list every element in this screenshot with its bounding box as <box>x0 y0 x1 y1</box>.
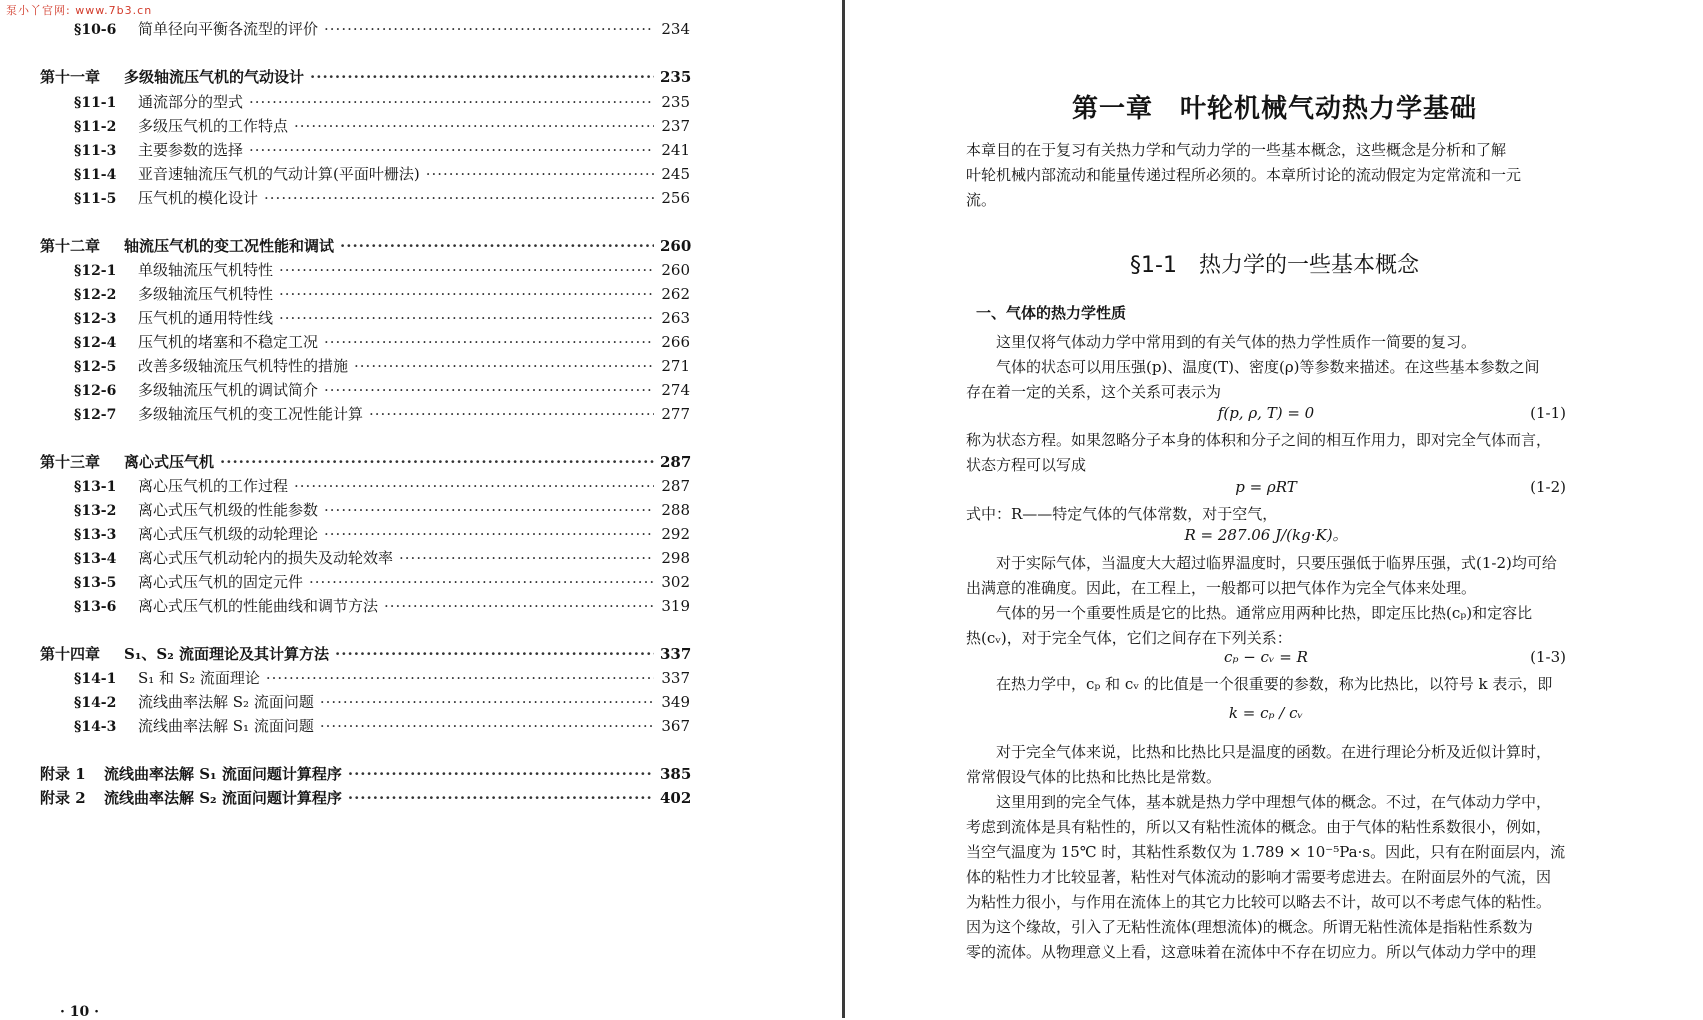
toc-section-entry <box>74 379 690 400</box>
toc-page-number: 260 <box>660 237 692 255</box>
toc-entry-title: 单级轴流压气机特性 <box>138 261 274 279</box>
toc-section-entry <box>74 595 690 616</box>
toc-chapter-entry <box>40 643 690 664</box>
toc-page-number: 241 <box>661 141 690 159</box>
text-line: 这里用到的完全气体，基本就是热力学中理想气体的概念。不过，在气体动力学中， <box>966 793 1552 811</box>
toc-entry-title: 离心式压气机级的性能参数 <box>138 501 319 519</box>
toc-section-number: §12-3 <box>74 311 117 327</box>
toc-leader-dots <box>348 789 654 807</box>
toc-section-number: §13-3 <box>74 527 117 543</box>
body-paragraph <box>966 672 1566 697</box>
toc-entry-title: 简单径向平衡各流型的评价 <box>138 20 319 38</box>
toc-section-number: §11-1 <box>74 95 117 111</box>
equation-number: (1-3) <box>1530 648 1566 666</box>
text-line: 考虑到流体是具有粘性的，所以又有粘性流体的概念。由于气体的粘性系数很小，例如， <box>966 818 1552 836</box>
toc-chapter-label: 第十四章 <box>40 645 101 663</box>
toc-page-number: 245 <box>661 165 690 183</box>
toc-section-entry <box>74 547 690 568</box>
chapter-title: 第一章 叶轮机械气动热力学基础 <box>1071 94 1477 124</box>
toc-page-number: 237 <box>661 117 690 135</box>
toc-entry-title: 流线曲率法解 S₂ 流面问题 <box>138 693 314 711</box>
equation-formula: f(p, ρ, T) = 0 <box>1217 404 1315 422</box>
text-line: 存在着一定的关系，这个关系可表示为 <box>966 383 1222 401</box>
toc-section-entry <box>74 355 690 376</box>
toc-section-number: §12-1 <box>74 263 117 279</box>
toc-leader-dots <box>294 477 654 495</box>
text-line: 气体的另一个重要性质是它的比热。通常应用两种比热，即定压比热(cₚ)和定容比 <box>966 604 1533 622</box>
toc-section-entry <box>74 307 690 328</box>
toc-leader-dots <box>279 285 654 303</box>
subheading: 一、气体的热力学性质 <box>976 304 1127 322</box>
toc-entry-title: 多级轴流压气机的调试简介 <box>138 381 319 399</box>
text-line: 热(cᵥ)，对于完全气体，它们之间存在下列关系： <box>966 629 1292 647</box>
toc-chapter-entry <box>40 451 690 472</box>
toc-leader-dots <box>354 357 654 375</box>
toc-chapter-label: 第十一章 <box>40 68 101 86</box>
page-divider <box>842 0 845 1018</box>
toc-leader-dots <box>320 693 654 711</box>
equation-formula: cₚ − cᵥ = R <box>1224 648 1308 666</box>
toc-leader-dots <box>324 20 654 38</box>
text-line: 零的流体。从物理意义上看，这意味着在流体中不存在切应力。所以气体动力学中的理 <box>966 943 1537 961</box>
text-line: 式中：R——特定气体的气体常数，对于空气， <box>966 505 1278 523</box>
toc-leader-dots <box>340 237 654 255</box>
toc-page-number: 385 <box>660 765 692 783</box>
toc-page-number: 292 <box>661 525 690 543</box>
toc-page-number: 337 <box>661 669 690 687</box>
toc-page-number: 263 <box>661 309 690 327</box>
toc-appendix-entry <box>40 763 690 784</box>
toc-entry-title: 离心压气机的工作过程 <box>138 477 289 495</box>
toc-page-number: 266 <box>661 333 690 351</box>
toc-page-number: 277 <box>661 405 690 423</box>
intro-paragraph <box>966 138 1566 213</box>
toc-page-number: 367 <box>661 717 690 735</box>
toc-entry-title: 多级轴流压气机的气动设计 <box>124 68 305 86</box>
toc-leader-dots <box>369 405 654 423</box>
toc-section-number: §13-2 <box>74 503 117 519</box>
toc-entry-title: 改善多级轴流压气机特性的措施 <box>138 357 349 375</box>
toc-leader-dots <box>279 261 654 279</box>
toc-page-number: 287 <box>660 453 692 471</box>
text-line: 状态方程可以写成 <box>966 456 1087 474</box>
toc-entry-title: 多级压气机的工作特点 <box>138 117 289 135</box>
toc-entry-title: 离心式压气机动轮内的损失及动轮效率 <box>138 549 394 567</box>
toc-entry-title: 压气机的通用特性线 <box>138 309 274 327</box>
toc-entry-title: S₁ 和 S₂ 流面理论 <box>138 669 260 687</box>
toc-entry-title: S₁、S₂ 流面理论及其计算方法 <box>124 645 330 663</box>
toc-section-entry <box>74 571 690 592</box>
toc-section-entry <box>74 331 690 352</box>
toc-entry-title: 多级轴流压气机特性 <box>138 285 274 303</box>
toc-leader-dots <box>266 669 654 687</box>
toc-section-number: §11-3 <box>74 143 117 159</box>
toc-page-number: 302 <box>661 573 690 591</box>
body-paragraph <box>966 740 1566 965</box>
toc-entry-title: 离心式压气机 <box>124 453 215 471</box>
equation <box>966 404 1566 429</box>
text-line: 体的粘性力才比较显著，粘性对气体流动的影响才需要考虑进去。在附面层外的气流，因 <box>966 868 1552 886</box>
toc-page-number: 256 <box>661 189 690 207</box>
toc-section-entry <box>74 715 690 736</box>
section-title: §1-1 热力学的一些基本概念 <box>1130 253 1419 278</box>
equation-number: (1-1) <box>1530 404 1566 422</box>
toc-page-number: 349 <box>661 693 690 711</box>
toc-leader-dots <box>384 597 654 615</box>
toc-entry-title: 压气机的堵塞和不稳定工况 <box>138 333 319 351</box>
body-paragraph <box>966 428 1566 478</box>
toc-entry-title: 压气机的模化设计 <box>138 189 259 207</box>
toc-leader-dots <box>320 717 654 735</box>
toc-section-number: §14-2 <box>74 695 117 711</box>
toc-leader-dots <box>426 165 654 183</box>
toc-leader-dots <box>264 189 654 207</box>
page-footer: · 10 · <box>60 1004 99 1020</box>
equation <box>966 478 1566 503</box>
toc-entry-title: 多级轴流压气机的变工况性能计算 <box>138 405 364 423</box>
toc-page-number: 319 <box>661 597 690 615</box>
toc-page-number: 235 <box>661 93 690 111</box>
toc-leader-dots <box>309 573 654 591</box>
text-line: 叶轮机械内部流动和能量传递过程所必须的。本章所讨论的流动假定为定常流和一元 <box>966 166 1522 184</box>
toc-section-entry <box>74 259 690 280</box>
toc-chapter-label: 第十三章 <box>40 453 101 471</box>
text-line: 在热力学中，cₚ 和 cᵥ 的比值是一个很重要的参数，称为比热比，以符号 k 表示，即 <box>966 675 1553 693</box>
toc-section-entry <box>74 499 690 520</box>
equation <box>966 524 1566 549</box>
toc-leader-dots <box>249 93 654 111</box>
body-paragraph <box>966 330 1566 405</box>
equation-formula: R = 287.06 J/(kg·K)。 <box>1184 526 1348 544</box>
toc-page-number: 402 <box>660 789 692 807</box>
toc-section-number: §12-7 <box>74 407 117 423</box>
toc-entry-title: 离心式压气机级的动轮理论 <box>138 525 319 543</box>
toc-section-entry <box>74 283 690 304</box>
toc-leader-dots <box>294 117 654 135</box>
toc-section-number: §14-3 <box>74 719 117 735</box>
text-line: 出满意的准确度。因此，在工程上，一般都可以把气体作为完全气体来处理。 <box>966 579 1477 597</box>
toc-section-entry <box>74 403 690 424</box>
text-line: 本章目的在于复习有关热力学和气动力学的一些基本概念，这些概念是分析和了解 <box>966 141 1507 159</box>
equation <box>966 648 1566 673</box>
toc-page <box>0 0 842 1018</box>
toc-entry-title: 离心式压气机的性能曲线和调节方法 <box>138 597 379 615</box>
toc-section-entry <box>74 667 690 688</box>
equation-formula: k = cₚ / cᵥ <box>1228 704 1304 722</box>
text-line: 称为状态方程。如果忽略分子本身的体积和分子之间的相互作用力，即对完全气体而言， <box>966 431 1552 449</box>
toc-leader-dots <box>249 141 654 159</box>
toc-section-number: §12-5 <box>74 359 117 375</box>
toc-section-number: §12-4 <box>74 335 117 351</box>
text-line: 对于实际气体，当温度大大超过临界温度时，只要压强低于临界压强，式(1-2)均可给 <box>966 554 1557 572</box>
toc-page-number: 260 <box>661 261 690 279</box>
toc-entry-title: 流线曲率法解 S₁ 流面问题 <box>138 717 314 735</box>
text-line: 气体的状态可以用压强(p)、温度(T)、密度(ρ)等参数来描述。在这些基本参数之间 <box>966 358 1540 376</box>
text-line: 流。 <box>966 191 997 209</box>
toc-section-number: §11-2 <box>74 119 117 135</box>
toc-section-number: §12-2 <box>74 287 117 303</box>
toc-chapter-entry <box>40 235 690 256</box>
toc-leader-dots <box>310 68 654 86</box>
text-line: 因为这个缘故，引入了无粘性流体(理想流体)的概念。所谓无粘性流体是指粘性系数为 <box>966 918 1533 936</box>
toc-section-number: §10-6 <box>74 22 117 38</box>
toc-section-entry <box>74 18 690 39</box>
text-line: 常常假设气体的比热和比热比是常数。 <box>966 768 1222 786</box>
watermark: 泵小丫官网: www.7b3.cn <box>6 4 153 17</box>
toc-leader-dots <box>399 549 654 567</box>
toc-section-number: §13-6 <box>74 599 117 615</box>
toc-section-number: §13-1 <box>74 479 117 495</box>
toc-chapter-entry <box>40 66 690 87</box>
toc-entry-title: 流线曲率法解 S₂ 流面问题计算程序 <box>104 789 342 807</box>
toc-section-number: §11-4 <box>74 167 117 183</box>
toc-entry-title: 流线曲率法解 S₁ 流面问题计算程序 <box>104 765 342 783</box>
toc-page-number: 288 <box>661 501 690 519</box>
body-paragraph <box>966 551 1566 651</box>
toc-leader-dots <box>220 453 654 471</box>
toc-leader-dots <box>324 333 654 351</box>
equation-formula: p = ρRT <box>1235 478 1297 496</box>
toc-leader-dots <box>324 501 654 519</box>
toc-page-number: 287 <box>661 477 690 495</box>
toc-page-number: 235 <box>660 68 692 86</box>
toc-chapter-label: 附录 2 <box>40 789 86 807</box>
text-line: 为粘性力很小，与作用在流体上的其它力比较可以略去不计，故可以不考虑气体的粘性。 <box>966 893 1552 911</box>
toc-section-number: §12-6 <box>74 383 117 399</box>
toc-section-number: §14-1 <box>74 671 117 687</box>
toc-leader-dots <box>348 765 654 783</box>
toc-leader-dots <box>324 525 654 543</box>
toc-section-entry <box>74 139 690 160</box>
toc-section-entry <box>74 523 690 544</box>
toc-page-number: 262 <box>661 285 690 303</box>
toc-chapter-label: 第十二章 <box>40 237 101 255</box>
toc-section-entry <box>74 187 690 208</box>
toc-chapter-label: 附录 1 <box>40 765 86 783</box>
toc-section-entry <box>74 163 690 184</box>
toc-section-number: §13-4 <box>74 551 117 567</box>
toc-page-number: 234 <box>661 20 690 38</box>
toc-section-number: §13-5 <box>74 575 117 591</box>
text-line: 当空气温度为 15℃ 时，其粘性系数仅为 1.789 × 10⁻⁵Pa·s。因此，只有在附面层内，流 <box>966 843 1566 861</box>
toc-entry-title: 主要参数的选择 <box>138 141 244 159</box>
toc-entry-title: 通流部分的型式 <box>138 93 244 111</box>
toc-entry-title: 轴流压气机的变工况性能和调试 <box>124 237 335 255</box>
text-line: 对于完全气体来说，比热和比热比只是温度的函数。在进行理论分析及近似计算时， <box>966 743 1552 761</box>
toc-section-entry <box>74 691 690 712</box>
toc-leader-dots <box>279 309 654 327</box>
toc-page-number: 337 <box>660 645 692 663</box>
text-line: 这里仅将气体动力学中常用到的有关气体的热力学性质作一简要的复习。 <box>966 333 1477 351</box>
toc-appendix-entry <box>40 787 690 808</box>
toc-page-number: 298 <box>661 549 690 567</box>
toc-page-number: 271 <box>661 357 690 375</box>
toc-entry-title: 亚音速轴流压气机的气动计算(平面叶栅法) <box>138 165 420 183</box>
equation-number: (1-2) <box>1530 478 1566 496</box>
toc-section-number: §11-5 <box>74 191 117 207</box>
toc-entry-title: 离心式压气机的固定元件 <box>138 573 304 591</box>
toc-section-entry <box>74 475 690 496</box>
toc-section-entry <box>74 115 690 136</box>
toc-section-entry <box>74 91 690 112</box>
toc-leader-dots <box>324 381 654 399</box>
equation <box>966 704 1566 729</box>
toc-page-number: 274 <box>661 381 690 399</box>
toc-leader-dots <box>335 645 654 663</box>
chapter-page <box>846 0 1703 1018</box>
